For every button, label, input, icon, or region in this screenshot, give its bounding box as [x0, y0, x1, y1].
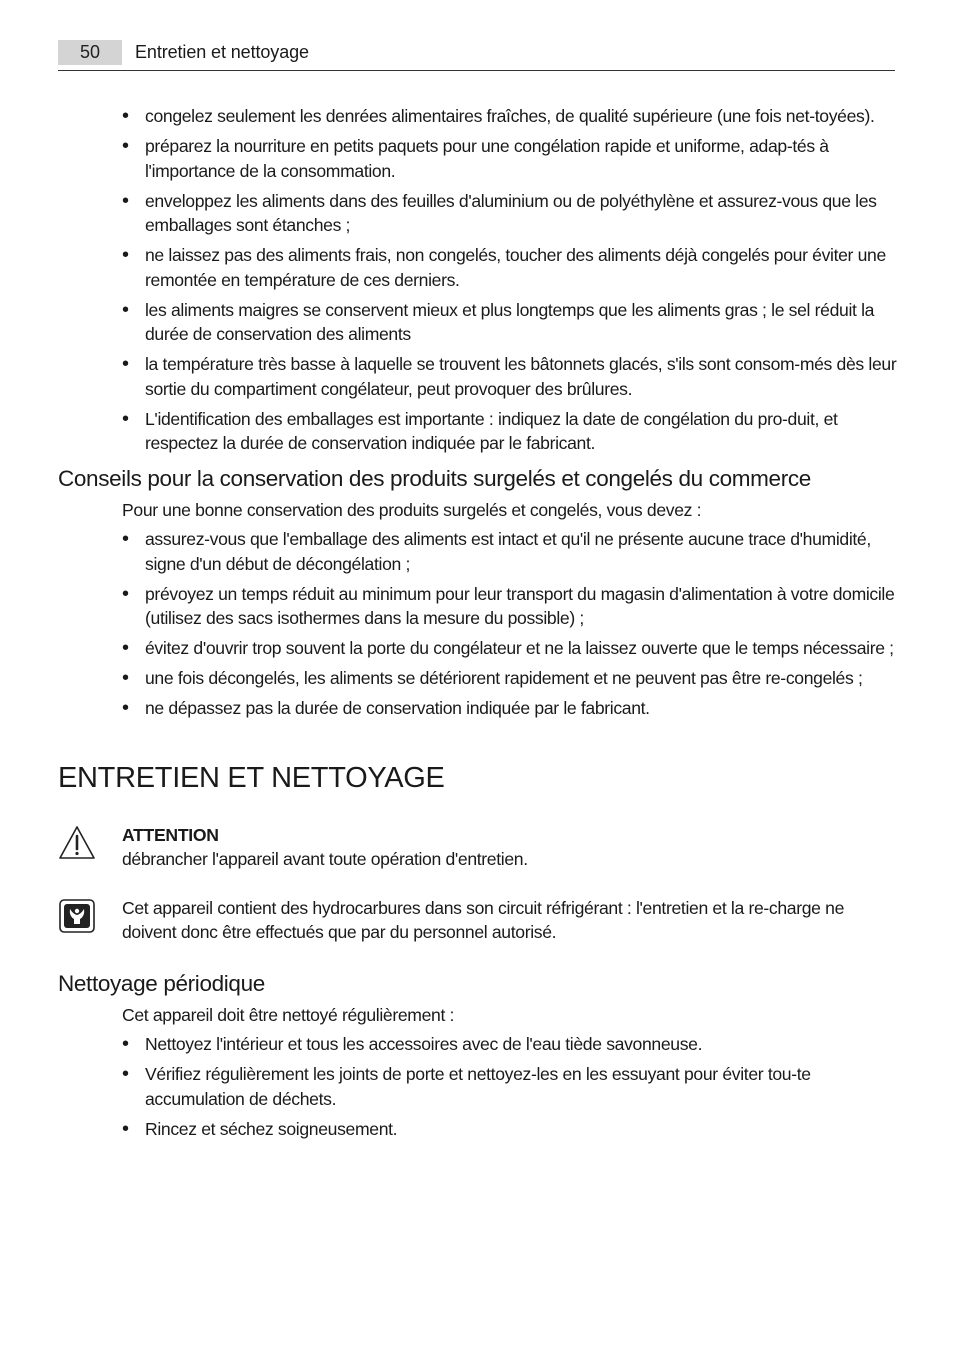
freezing-tips-list — [58, 104, 898, 456]
commercial-frozen-list — [58, 527, 898, 721]
list-item: • L'identification des emballages est importante : indiquez la date de congélation du pro-duit, et respectez la durée de conservation indiquée par le fabricant. — [122, 407, 898, 456]
commercial-frozen-intro: Pour une bonne conservation des produits surgelés et congelés, vous devez : — [122, 499, 702, 520]
refrigerant-notice — [58, 896, 898, 945]
list-item: • évitez d'ouvrir trop souvent la porte du congélateur et ne la laissez ouverte que le temps nécessaire ; — [122, 636, 898, 661]
list-item: • ne laissez pas des aliments frais, non congelés, toucher des aliments déjà congelés pour éviter une remontée en température de ces derniers. — [122, 243, 898, 292]
warning-triangle-icon — [58, 825, 96, 866]
running-header-title: Entretien et nettoyage — [135, 42, 309, 62]
page-content — [58, 104, 898, 1147]
page-header — [58, 40, 895, 71]
attention-text: débrancher l'appareil avant toute opération d'entretien. — [122, 849, 528, 869]
environment-icon — [58, 898, 96, 939]
list-item: • prévoyez un temps réduit au minimum pour leur transport du magasin d'alimentation à votre domicile (utilisez des sacs isothermes dans la mesure du possible) ; — [122, 582, 898, 631]
page-number: 50 — [58, 40, 122, 65]
list-item: • congelez seulement les denrées alimentaires fraîches, de qualité supérieure (une fois net-toyées). — [122, 104, 898, 129]
attention-heading: ATTENTION — [122, 824, 219, 845]
periodic-cleaning-intro: Cet appareil doit être nettoyé régulièrement : — [122, 1004, 455, 1025]
list-item: • préparez la nourriture en petits paquets pour une congélation rapide et uniforme, adap-tés à l'importance de la consommation. — [122, 134, 898, 183]
periodic-cleaning-title: Nettoyage périodique — [58, 970, 265, 996]
list-item: • enveloppez les aliments dans des feuilles d'aluminium ou de polyéthylène et assurez-vous que les emballages sont étanches ; — [122, 189, 898, 238]
list-item: • les aliments maigres se conservent mieux et plus longtemps que les aliments gras ; le sel réduit la durée de conservation des aliments — [122, 298, 898, 347]
refrigerant-text: Cet appareil contient des hydrocarbures dans son circuit réfrigérant : l'entretien et la re-charge ne doivent donc être effectués que par du personnel autorisé. — [122, 897, 845, 942]
list-item: • ne dépassez pas la durée de conservation indiquée par le fabricant. — [122, 696, 898, 721]
list-item: • Vérifiez régulièrement les joints de porte et nettoyez-les en les essuyant pour éviter tou-te accumulation de déchets. — [122, 1062, 898, 1111]
chapter-title: ENTRETIEN ET NETTOYAGE — [58, 761, 445, 794]
list-item: • Nettoyez l'intérieur et tous les accessoires avec de l'eau tiède savonneuse. — [122, 1032, 898, 1057]
list-item: • assurez-vous que l'emballage des aliments est intact et qu'il ne présente aucune trace d'humidité, signe d'un début de décongélation ; — [122, 527, 898, 576]
attention-notice — [58, 823, 898, 872]
list-item: • Rincez et séchez soigneusement. — [122, 1117, 898, 1142]
commercial-frozen-title: Conseils pour la conservation des produits surgelés et congelés du commerce — [58, 465, 811, 491]
list-item: • la température très basse à laquelle se trouvent les bâtonnets glacés, s'ils sont consom-més dès leur sortie du compartiment congélateur, peut provoquer des brûlures. — [122, 352, 898, 401]
periodic-cleaning-list — [58, 1032, 898, 1141]
list-item: • une fois décongelés, les aliments se détériorent rapidement et ne peuvent pas être re-congelés ; — [122, 666, 898, 691]
